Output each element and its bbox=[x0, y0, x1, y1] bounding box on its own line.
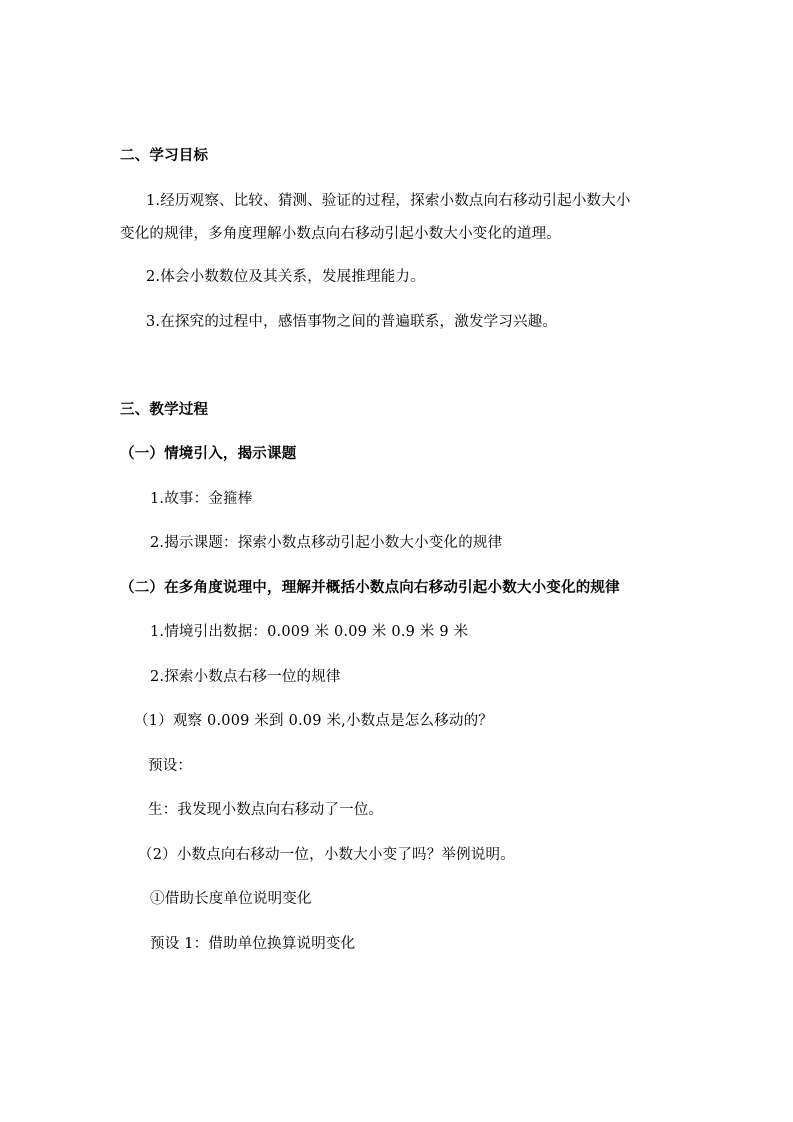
part-1-item-1: 1.故事：金箍棒 bbox=[150, 491, 253, 507]
goal-2: 2.体会小数数位及其关系，发展推理能力。 bbox=[146, 269, 425, 285]
part-2-item-2: 2.探索小数点右移一位的规律 bbox=[150, 669, 341, 685]
circle-item-1: ①借助长度单位说明变化 bbox=[150, 891, 312, 907]
question-1: （1）观察 0.009 米到 0.09 米,小数点是怎么移动的？ bbox=[134, 713, 493, 729]
part-2-heading: （二）在多角度说理中，理解并概括小数点向右移动引起小数大小变化的规律 bbox=[120, 580, 620, 596]
goal-1-line-1: 1.经历观察、比较、猜测、验证的过程，探索小数点向右移动引起小数大小 bbox=[146, 193, 631, 209]
part-1-item-2: 2.揭示课题：探索小数点移动引起小数大小变化的规律 bbox=[150, 535, 503, 551]
student-answer: 生：我发现小数点向右移动了一位。 bbox=[148, 802, 384, 818]
goal-1-line-2: 变化的规律，多角度理解小数点向右移动引起小数大小变化的道理。 bbox=[120, 226, 561, 242]
question-2: （2）小数点向右移动一位，小数大小变了吗？举例说明。 bbox=[138, 847, 515, 863]
preset-label: 预设： bbox=[148, 758, 193, 774]
goal-3: 3.在探究的过程中，感悟事物之间的普遍联系，激发学习兴趣。 bbox=[146, 314, 558, 330]
section-heading-teaching-process: 三、教学过程 bbox=[120, 402, 209, 418]
part-2-item-1: 1.情境引出数据：0.009 米 0.09 米 0.9 米 9 米 bbox=[150, 624, 469, 640]
part-1-heading: （一）情境引入，揭示课题 bbox=[120, 446, 297, 462]
section-heading-learning-goals: 二、学习目标 bbox=[120, 148, 209, 164]
preset-1: 预设 1：借助单位换算说明变化 bbox=[150, 936, 356, 952]
